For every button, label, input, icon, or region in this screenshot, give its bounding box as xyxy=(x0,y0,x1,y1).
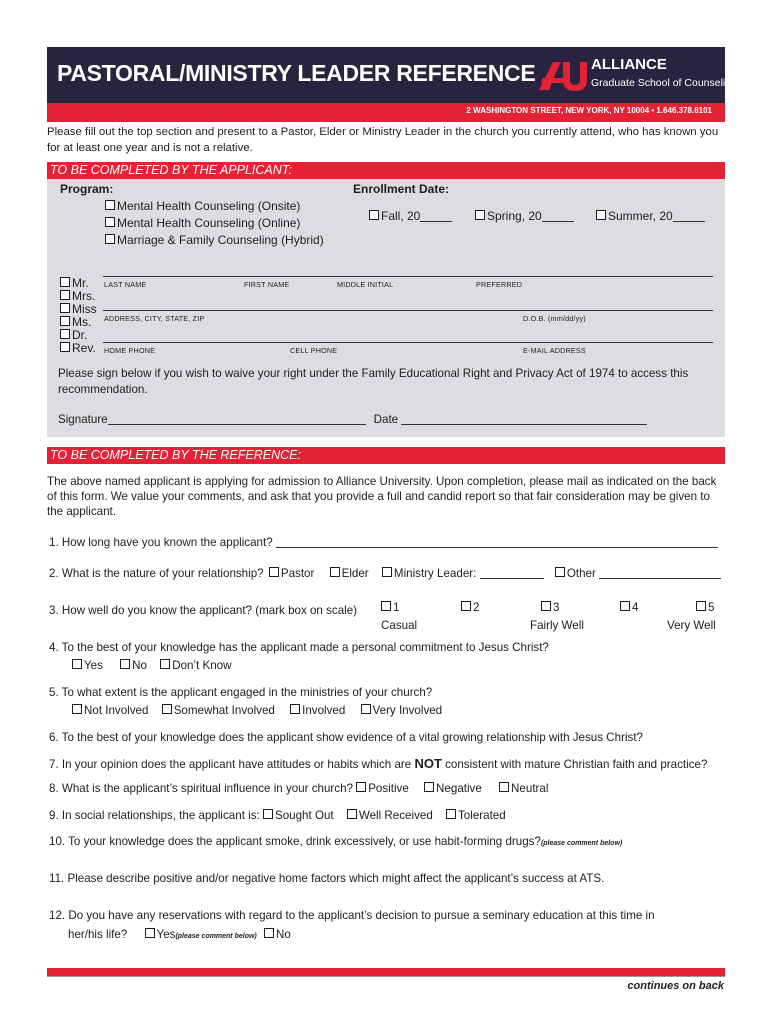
cell-phone-label: CELL PHONE xyxy=(290,346,338,355)
last-name-label: LAST NAME xyxy=(104,280,147,289)
q12-yes[interactable]: Yes xyxy=(145,928,176,941)
question-2: 2. What is the nature of your relationship? Pastor Elder Ministry Leader: Other xyxy=(49,567,721,580)
checkbox[interactable] xyxy=(369,210,379,220)
q3-option-1[interactable]: 1 xyxy=(381,601,399,614)
title-miss[interactable]: Miss xyxy=(60,302,97,316)
question-6: 6. To the best of your knowledge does the applicant show evidence of a vital growing relationship with Jesus Christ? xyxy=(49,731,643,744)
footer-bar xyxy=(47,968,725,976)
footer-divider xyxy=(47,976,725,977)
q3-label-fairly-well: Fairly Well xyxy=(530,619,584,632)
continues-on-back: continues on back xyxy=(627,980,724,992)
question-12: 12. Do you have any reservations with regard to the applicant’s decision to pursue a seminary education at this time in xyxy=(49,909,655,922)
question-8: 8. What is the applicant’s spiritual influence in your church? Positive Negative Neutral xyxy=(49,782,549,795)
q3-option-3[interactable]: 3 xyxy=(541,601,559,614)
q8-negative[interactable]: Negative xyxy=(424,782,482,795)
first-name-label: FIRST NAME xyxy=(244,280,290,289)
program-option-onsite[interactable]: Mental Health Counseling (Onsite) xyxy=(105,199,300,213)
term-spring[interactable]: Spring, 20 xyxy=(475,209,574,223)
address-label: ADDRESS, CITY, STATE, ZIP xyxy=(104,314,205,323)
q9-tolerated[interactable]: Tolerated xyxy=(446,809,506,822)
checkbox[interactable] xyxy=(60,329,70,339)
preferred-label: PREFERRED xyxy=(476,280,523,289)
title-mrs[interactable]: Mrs. xyxy=(60,289,95,303)
question-11: 11. Please describe positive and/or negative home factors which might affect the applicant’s success at ATS. xyxy=(49,872,605,885)
logo-subtitle: Graduate School of Counseling xyxy=(591,77,737,89)
checkbox[interactable] xyxy=(105,217,115,227)
applicant-section xyxy=(47,179,725,437)
term-summer[interactable]: Summer, 20 xyxy=(596,209,705,223)
q3-label-very-well: Very Well xyxy=(667,619,716,632)
title-ms[interactable]: Ms. xyxy=(60,315,91,329)
q4-no[interactable]: No xyxy=(120,659,147,672)
title-dr[interactable]: Dr. xyxy=(60,328,87,342)
name-line[interactable] xyxy=(103,276,713,277)
home-phone-label: HOME PHONE xyxy=(104,346,156,355)
question-10: 10. To your knowledge does the applicant smoke, drink excessively, or use habit-forming drugs?(please comment below) xyxy=(49,835,623,848)
q2-pastor[interactable]: Pastor xyxy=(269,567,315,580)
title-mr[interactable]: Mr. xyxy=(60,276,89,290)
applicant-section-heading: TO BE COMPLETED BY THE APPLICANT: xyxy=(47,162,725,179)
checkbox[interactable] xyxy=(60,290,70,300)
q3-option-4[interactable]: 4 xyxy=(620,601,638,614)
intro-text: Please fill out the top section and present to a Pastor, Elder or Ministry Leader in the church you currently attend, who has known you for at least one year and is not a relative. xyxy=(47,126,719,154)
address-text: 2 WASHINGTON STREET, NEW YORK, NY 10004 • 1.646.378.6101 xyxy=(466,106,712,115)
checkbox[interactable] xyxy=(60,316,70,326)
q3-option-5[interactable]: 5 xyxy=(696,601,714,614)
question-5: 5. To what extent is the applicant engaged in the ministries of your church? xyxy=(49,686,433,699)
enrollment-date-label: Enrollment Date: xyxy=(353,182,450,196)
checkbox[interactable] xyxy=(105,234,115,244)
checkbox[interactable] xyxy=(60,303,70,313)
question-12-line-2: her/his life? Yes(please comment below) No xyxy=(68,928,291,941)
q3-option-2[interactable]: 2 xyxy=(461,601,479,614)
checkbox[interactable] xyxy=(60,277,70,287)
program-option-online[interactable]: Mental Health Counseling (Online) xyxy=(105,216,300,230)
waiver-text: Please sign below if you wish to waive your right under the Family Educational Right and Privacy Act of 1974 to access this recommendation. xyxy=(58,367,689,396)
email-label: E-MAIL ADDRESS xyxy=(523,346,586,355)
q3-label-casual: Casual xyxy=(381,619,418,632)
title-rev[interactable]: Rev. xyxy=(60,341,96,355)
reference-intro: The above named applicant is applying for admission to Alliance University. Upon completion, please mail as indicated on the back of this form. We value your comments, and ask that you provide a full and candid report so that fair consideration may be given to the applicant. xyxy=(47,475,717,518)
q5-somewhat-involved[interactable]: Somewhat Involved xyxy=(162,704,275,717)
term-fall[interactable]: Fall, 20 xyxy=(369,209,452,223)
q4-dont-know[interactable]: Don’t Know xyxy=(160,659,231,672)
q2-elder[interactable]: Elder xyxy=(330,567,369,580)
alliance-logo-mark-icon xyxy=(537,56,587,96)
question-1: 1. How long have you known the applicant? xyxy=(49,536,718,549)
q5-very-involved[interactable]: Very Involved xyxy=(361,704,443,717)
checkbox[interactable] xyxy=(475,210,485,220)
question-7: 7. In your opinion does the applicant have attitudes or habits which are NOT consistent with mature Christian faith and practice? xyxy=(49,756,708,771)
checkbox[interactable] xyxy=(596,210,606,220)
q1-answer-line[interactable] xyxy=(276,547,718,548)
checkbox[interactable] xyxy=(105,200,115,210)
phone-line[interactable] xyxy=(103,342,713,343)
q2-ministry-leader[interactable]: Ministry Leader: xyxy=(382,567,544,580)
q8-neutral[interactable]: Neutral xyxy=(499,782,548,795)
address-line[interactable] xyxy=(103,310,713,311)
q12-no[interactable]: No xyxy=(264,928,291,941)
q5-options xyxy=(72,704,442,717)
q9-sought-out[interactable]: Sought Out xyxy=(263,809,334,822)
alliance-logo xyxy=(537,54,737,96)
checkbox[interactable] xyxy=(60,342,70,352)
q4-yes[interactable]: Yes xyxy=(72,659,103,672)
reference-section-heading: TO BE COMPLETED BY THE REFERENCE: xyxy=(47,447,725,464)
middle-initial-label: MIDDLE INITIAL xyxy=(337,280,394,289)
program-option-hybrid[interactable]: Marriage & Family Counseling (Hybrid) xyxy=(105,233,324,247)
program-label: Program: xyxy=(60,182,114,196)
q2-other[interactable]: Other xyxy=(555,567,721,580)
q5-not-involved[interactable]: Not Involved xyxy=(72,704,148,717)
q9-well-received[interactable]: Well Received xyxy=(347,809,433,822)
q5-involved[interactable]: Involved xyxy=(290,704,345,717)
q4-options xyxy=(72,659,232,672)
question-4: 4. To the best of your knowledge has the applicant made a personal commitment to Jesus Christ? xyxy=(49,641,549,654)
question-3: 3. How well do you know the applicant? (mark box on scale) xyxy=(49,604,358,617)
question-9: 9. In social relationships, the applicant is: Sought Out Well Received Tolerated xyxy=(49,809,506,822)
logo-name: ALLIANCE xyxy=(591,56,667,73)
page-title: PASTORAL/MINISTRY LEADER REFERENCE xyxy=(57,60,536,86)
signature-field[interactable]: Signature Date xyxy=(58,413,647,426)
q8-positive[interactable]: Positive xyxy=(356,782,409,795)
dob-label: D.O.B. (mm/dd/yy) xyxy=(523,314,586,323)
